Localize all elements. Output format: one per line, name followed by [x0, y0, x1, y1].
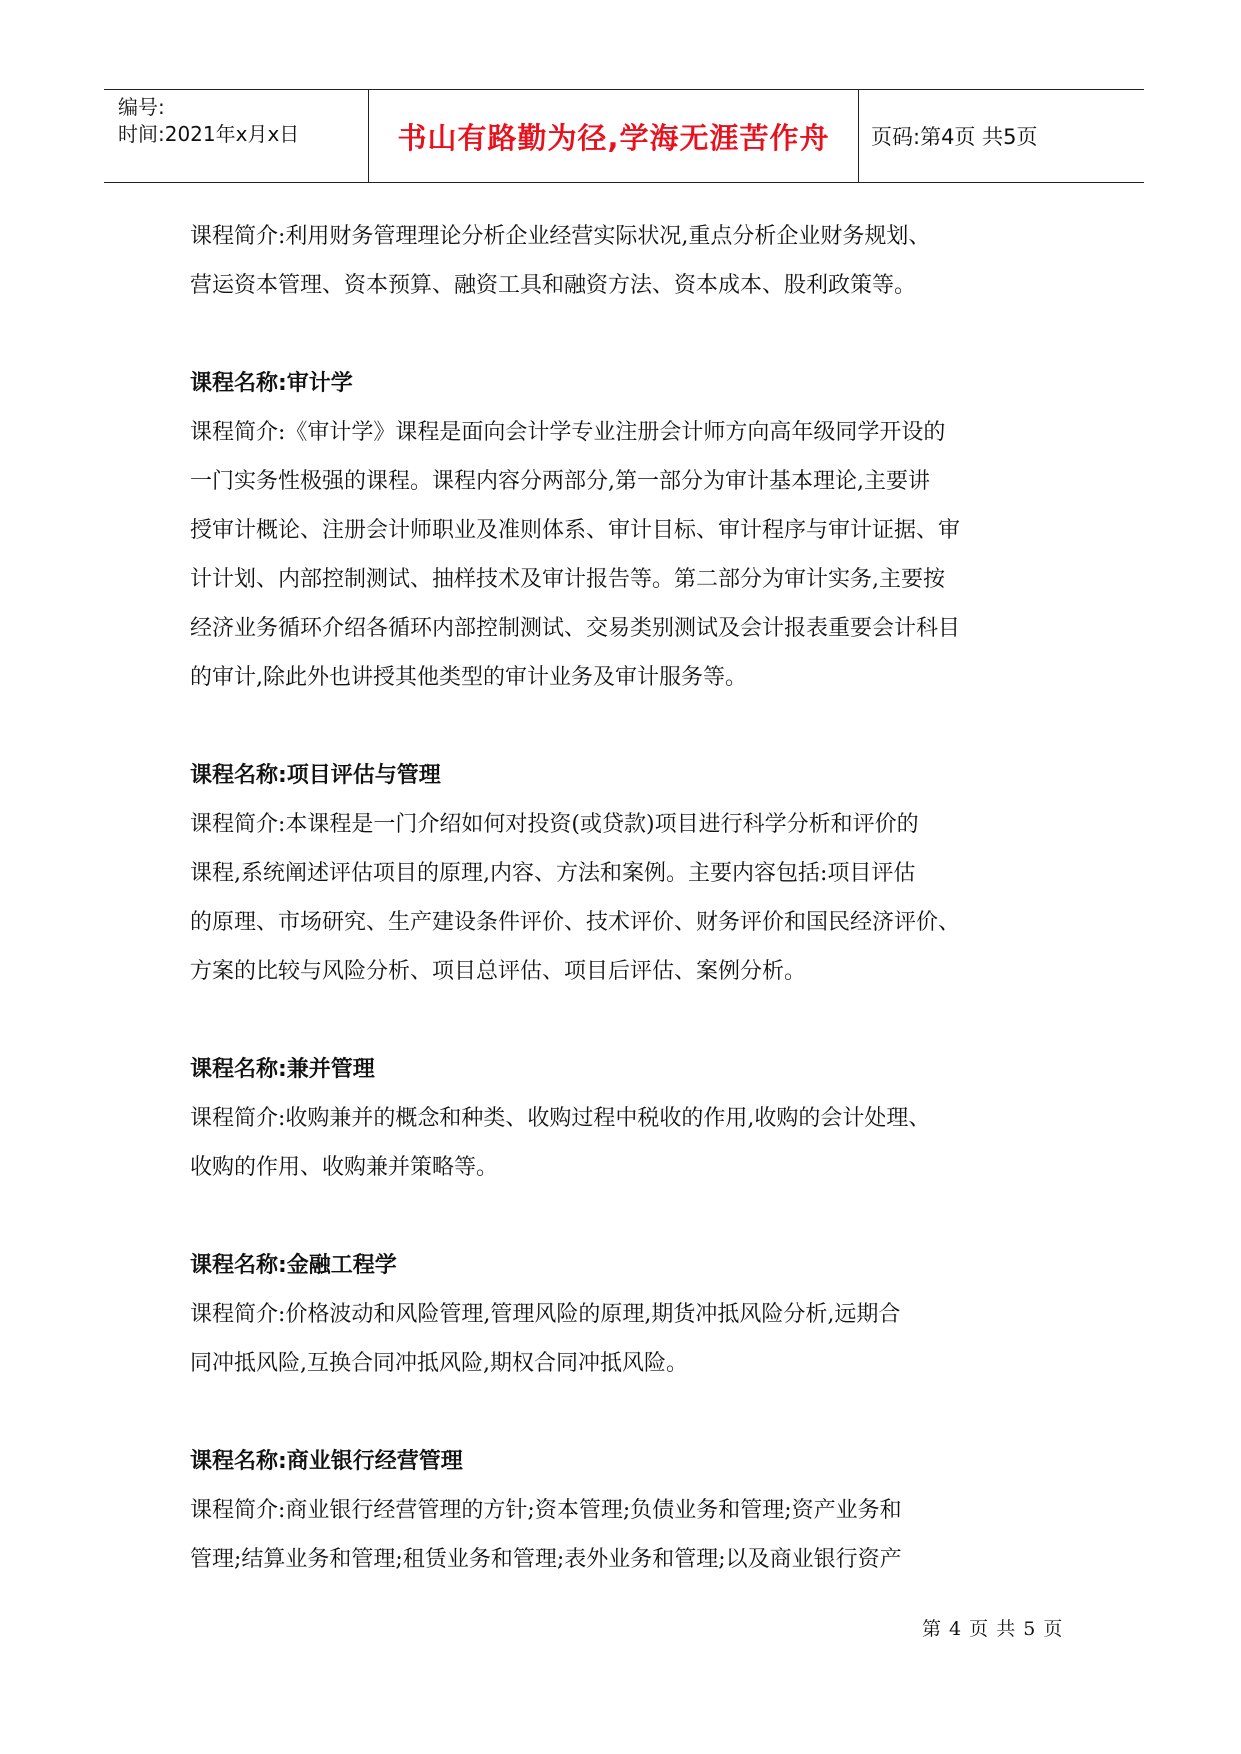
course-title: 课程名称:审计学	[190, 371, 353, 396]
page-header	[104, 89, 1144, 183]
paragraph-line: 同冲抵风险,互换合同冲抵风险,期权合同冲抵风险。	[190, 1351, 688, 1376]
paragraph-line: 收购的作用、收购兼并策略等。	[190, 1155, 499, 1180]
course-section-mergers	[190, 1045, 1070, 1192]
course-section-project-evaluation	[190, 751, 1070, 996]
paragraph-line: 课程简介:《审计学》课程是面向会计学专业注册会计师方向高年级同学开设的	[190, 420, 946, 445]
paragraph-line: 计计划、内部控制测试、抽样技术及审计报告等。第二部分为审计实务,主要按	[190, 567, 945, 592]
intro-section	[190, 212, 1070, 310]
paragraph-line: 授审计概论、注册会计师职业及准则体系、审计目标、审计程序与审计证据、审	[190, 518, 961, 543]
course-title: 课程名称:金融工程学	[190, 1253, 397, 1278]
paragraph-line: 经济业务循环介绍各循环内部控制测试、交易类别测试及会计报表重要会计科目	[190, 616, 961, 641]
course-title: 课程名称:商业银行经营管理	[190, 1449, 463, 1474]
paragraph-line: 课程,系统阐述评估项目的原理,内容、方法和案例。主要内容包括:项目评估	[190, 861, 916, 886]
paragraph-line: 一门实务性极强的课程。课程内容分两部分,第一部分为审计基本理论,主要讲	[190, 469, 930, 494]
course-title: 课程名称:项目评估与管理	[190, 763, 441, 788]
course-title: 课程名称:兼并管理	[190, 1057, 375, 1082]
document-number-label: 编号:	[118, 95, 165, 119]
document-time-label: 时间:2021年x月x日	[118, 122, 300, 146]
header-motto: 书山有路勤为径,学海无涯苦作舟	[369, 90, 859, 182]
paragraph-line: 的审计,除此外也讲授其他类型的审计业务及审计服务等。	[190, 665, 747, 690]
document-body	[190, 212, 1070, 1584]
paragraph-line: 营运资本管理、资本预算、融资工具和融资方法、资本成本、股利政策等。	[190, 273, 917, 298]
paragraph-line: 课程简介:本课程是一门介绍如何对投资(或贷款)项目进行科学分析和评价的	[190, 812, 919, 837]
paragraph-line: 课程简介:商业银行经营管理的方针;资本管理;负债业务和管理;资产业务和	[190, 1498, 902, 1523]
paragraph-line: 管理;结算业务和管理;租赁业务和管理;表外业务和管理;以及商业银行资产	[190, 1547, 902, 1572]
course-section-financial-engineering	[190, 1241, 1070, 1388]
paragraph-line: 课程简介:利用财务管理理论分析企业经营实际状况,重点分析企业财务规划、	[190, 224, 931, 249]
paragraph-line: 课程简介:收购兼并的概念和种类、收购过程中税收的作用,收购的会计处理、	[190, 1106, 931, 1131]
paragraph-line: 课程简介:价格波动和风险管理,管理风险的原理,期货冲抵风险分析,远期合	[190, 1302, 901, 1327]
header-meta	[104, 90, 369, 182]
paragraph-line: 的原理、市场研究、生产建设条件评价、技术评价、财务评价和国民经济评价、	[190, 910, 961, 935]
page-footer-number: 第 4 页 共 5 页	[922, 1618, 1064, 1640]
paragraph-line: 方案的比较与风险分析、项目总评估、项目后评估、案例分析。	[190, 959, 807, 984]
course-section-audit	[190, 359, 1070, 702]
course-section-commercial-banking	[190, 1437, 1070, 1584]
header-page-info: 页码:第4页 共5页	[871, 125, 1038, 149]
